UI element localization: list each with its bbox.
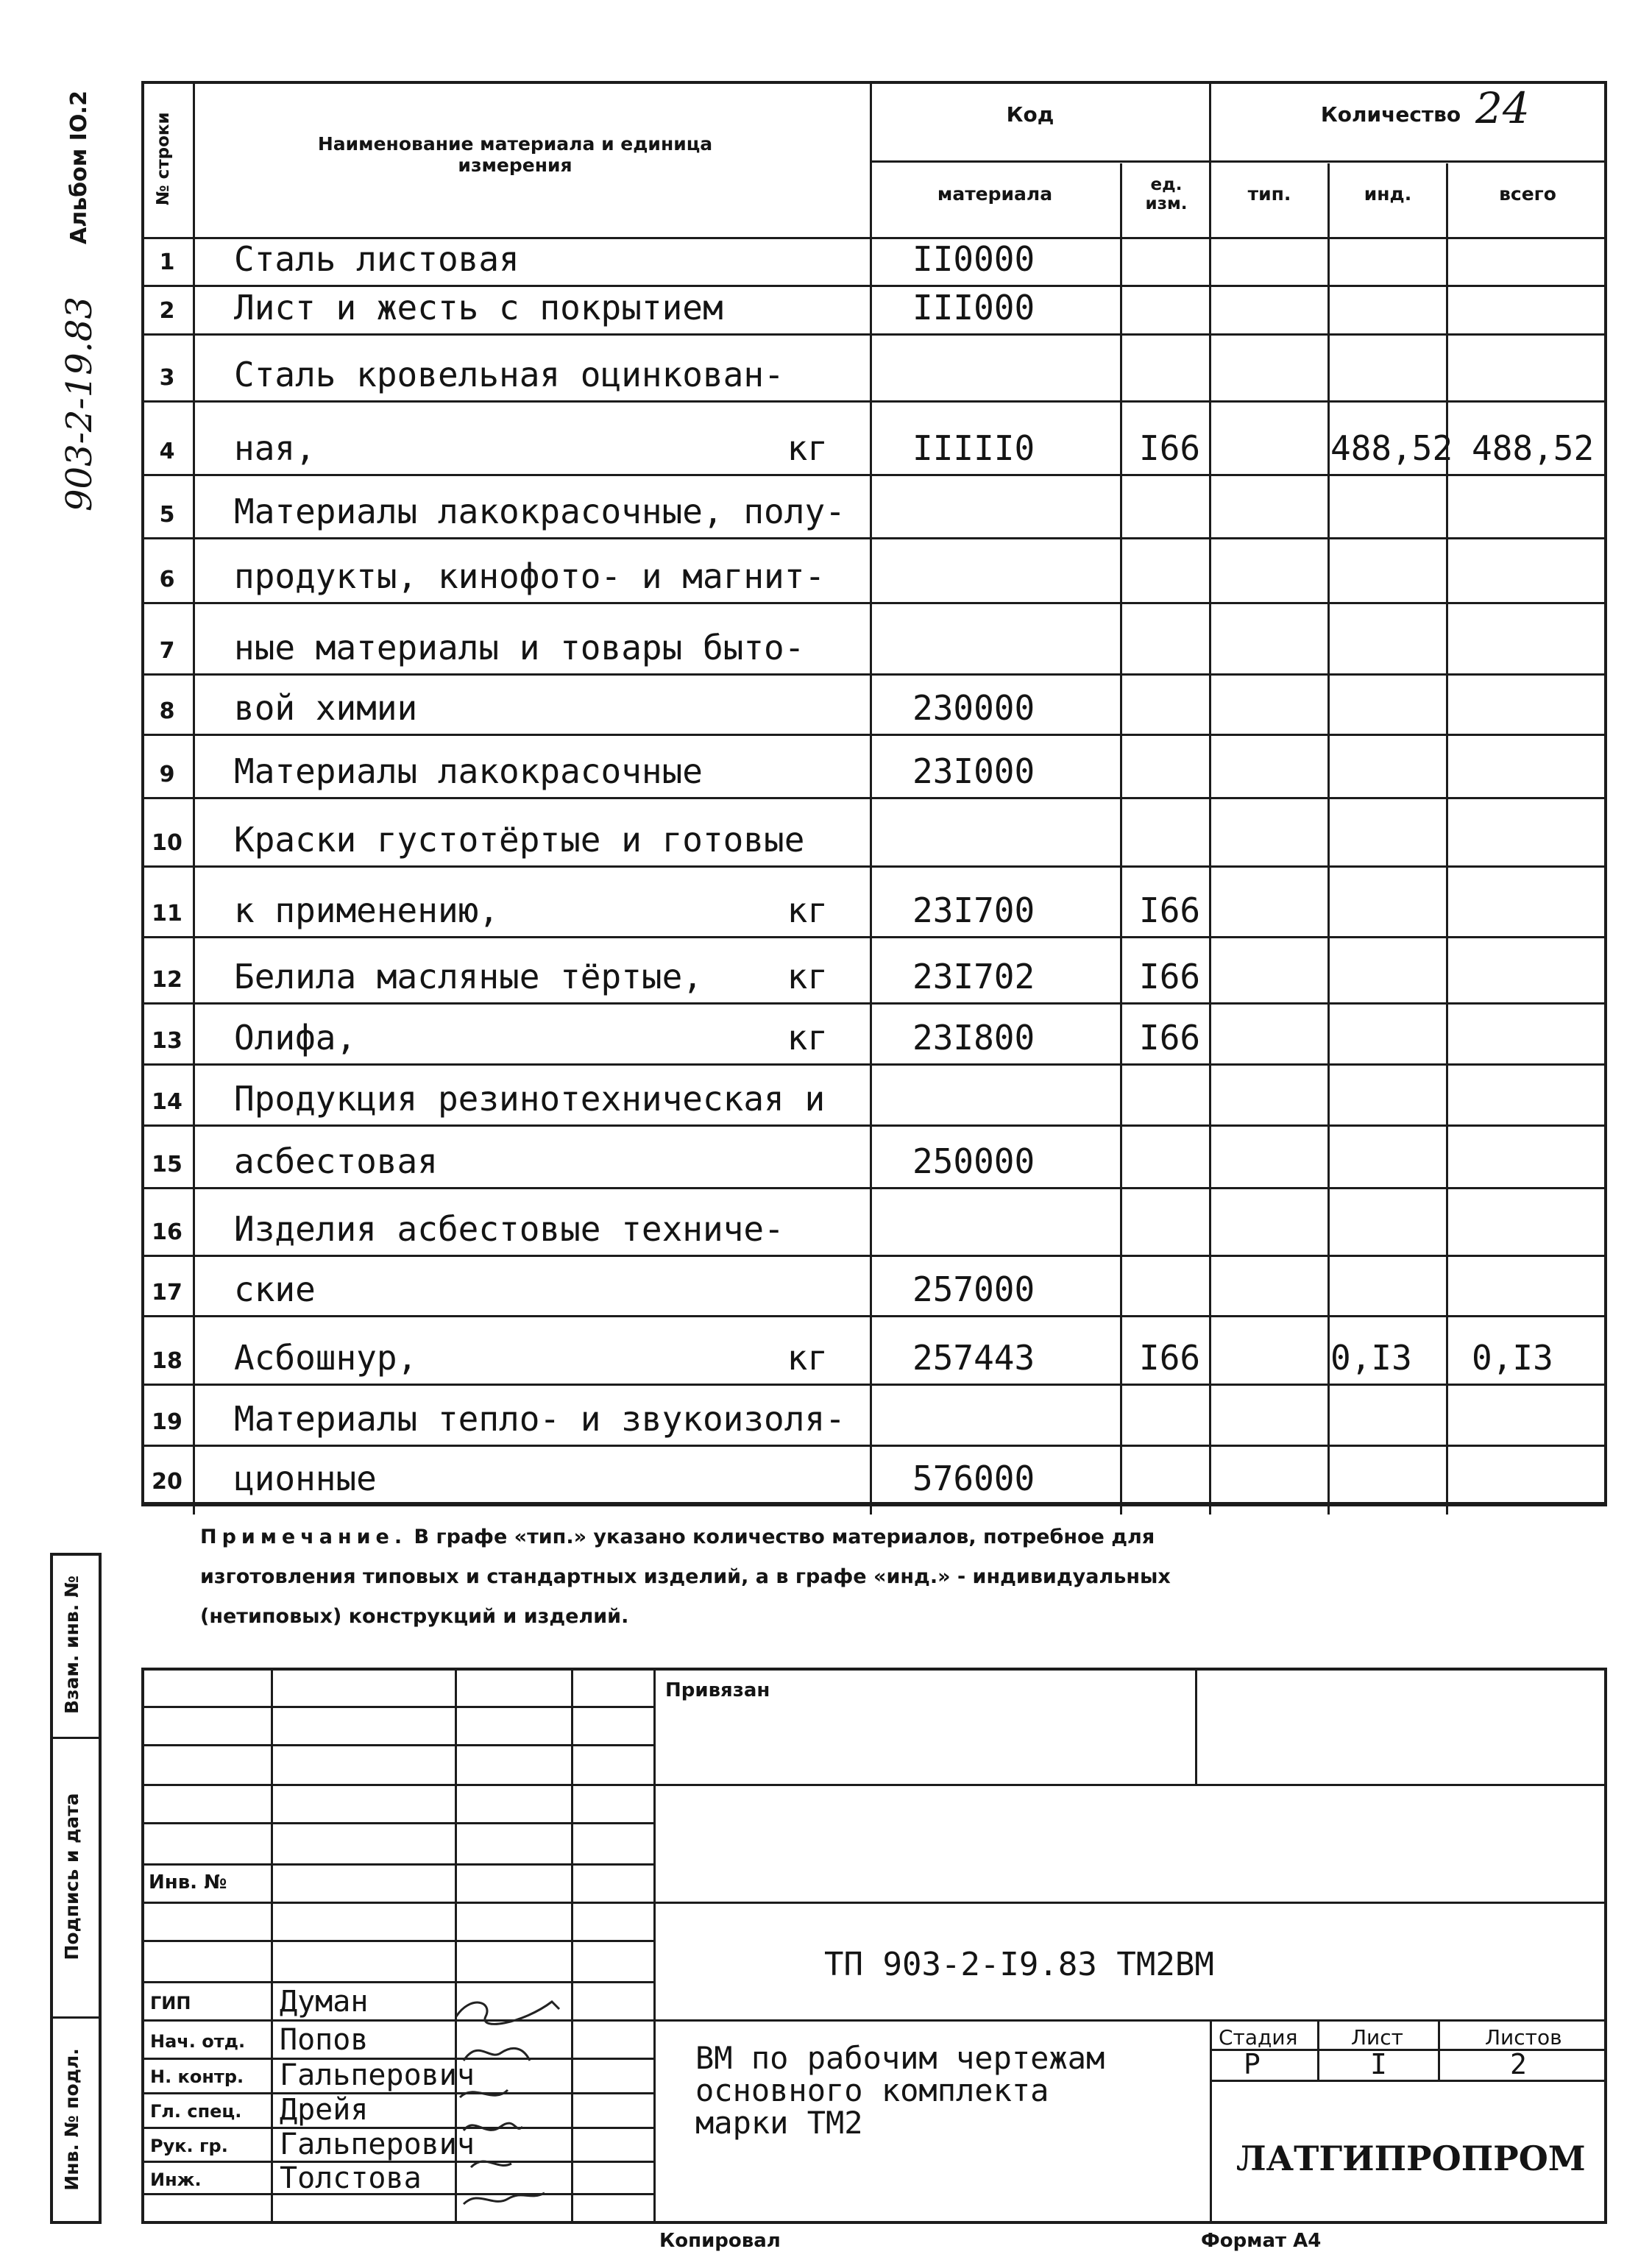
row-material-code: 257000 <box>912 1269 1035 1309</box>
row-number: 12 <box>152 967 182 993</box>
row-material-code: 23I000 <box>912 751 1035 791</box>
header-code <box>957 103 1104 127</box>
row-number: 10 <box>152 830 182 856</box>
stamp-divider <box>141 1822 653 1824</box>
header-material-name-text: Наименование материала и единица измерения <box>317 133 713 176</box>
stamp-divider <box>141 1744 653 1746</box>
role-person-name: Дрейя <box>280 2093 369 2127</box>
role-title: Н. контр. <box>150 2066 244 2087</box>
stamp-divider <box>1210 2080 1607 2082</box>
sheet-label-text: Лист <box>1351 2025 1403 2050</box>
stage-value <box>1244 2050 1261 2078</box>
project-code-text: 903-2-19.83 <box>59 296 100 511</box>
role-title: ГИП <box>150 1993 191 2013</box>
stamp-divider <box>141 1784 1607 1786</box>
document-title-line: основного комплекта <box>695 2072 1049 2108</box>
row-material-name: асбестовая <box>234 1141 438 1181</box>
signature-scribble <box>460 2090 508 2097</box>
row-material-name: Сталь листовая <box>234 239 520 279</box>
stage-label-text: Стадия <box>1219 2025 1298 2050</box>
row-material-code: 257443 <box>912 1338 1035 1378</box>
stamp-divider <box>141 1940 653 1942</box>
row-unit-code: I66 <box>1139 1338 1201 1378</box>
privyazan-text: Привязан <box>665 1679 770 1701</box>
role-person-name: Думан <box>280 1985 369 2019</box>
sheets-label <box>1485 2025 1562 2050</box>
row-unit: кг <box>787 957 828 996</box>
table-row-line <box>141 1315 1607 1317</box>
row-qty-total: 0,I3 <box>1472 1338 1553 1378</box>
row-material-name: ные материалы и товары быто- <box>234 628 805 667</box>
row-number: 18 <box>152 1348 182 1374</box>
row-number: 3 <box>159 365 175 391</box>
row-number: 6 <box>159 567 175 592</box>
header-quantity-handwritten <box>1475 83 1530 133</box>
table-row-line <box>141 1187 1607 1189</box>
row-unit: кг <box>787 1338 828 1378</box>
note-line-1 <box>200 1517 1451 1557</box>
row-material-name: ционные <box>234 1459 377 1498</box>
row-number: 14 <box>152 1089 182 1115</box>
row-unit-code: I66 <box>1139 957 1201 996</box>
stage-value-text: Р <box>1244 2048 1261 2080</box>
privyazan-label <box>665 1679 770 1701</box>
row-number: 20 <box>152 1469 182 1495</box>
header-ind <box>1330 184 1446 205</box>
row-qty-ind: 0,I3 <box>1330 1338 1412 1378</box>
organization-name-text: ЛАТГИПРОПРОМ <box>1236 2139 1586 2178</box>
footer-copied-text: Копировал <box>659 2230 781 2252</box>
row-number: 5 <box>159 502 175 528</box>
sheet-value-text: I <box>1370 2048 1387 2080</box>
footer-format-text: Формат А4 <box>1201 2230 1322 2252</box>
role-title: Инж. <box>150 2169 202 2190</box>
header-quantity <box>1310 103 1472 127</box>
stamp-divider <box>141 2019 1607 2022</box>
role-title: Рук. гр. <box>150 2136 228 2156</box>
document-code <box>824 1946 1214 1983</box>
header-typ <box>1211 184 1327 205</box>
row-number: 2 <box>159 298 175 324</box>
header-material-code <box>870 184 1120 205</box>
table-row-line <box>141 1384 1607 1386</box>
role-person-name: Гальперович <box>280 2058 475 2092</box>
stamp-divider <box>271 1668 273 2224</box>
album-label <box>66 91 96 244</box>
table-row-line <box>141 734 1607 736</box>
sheets-value-text: 2 <box>1510 2048 1527 2080</box>
row-number: 15 <box>152 1152 182 1177</box>
row-number: 1 <box>159 249 175 275</box>
note-text-2: изготовления типовых и стандартных изделий, а в графе «инд.» - индивидуальных <box>200 1565 1171 1588</box>
margin-divider <box>50 2016 102 2019</box>
table-row-line <box>141 936 1607 938</box>
signature-scribble <box>456 2002 559 2024</box>
note-text-1: В графе «тип.» указано количество материалов, потребное для <box>414 1526 1155 1548</box>
row-material-name: вой химии <box>234 688 418 728</box>
note-top-line <box>141 1504 1607 1506</box>
row-number: 17 <box>152 1280 182 1306</box>
table-row-line <box>141 797 1607 799</box>
row-unit-code: I66 <box>1139 428 1201 468</box>
signature-scribble <box>471 2161 511 2167</box>
row-material-code: 576000 <box>912 1459 1035 1498</box>
role-title: Гл. спец. <box>150 2101 242 2122</box>
header-row-no-text: № строки <box>154 112 173 205</box>
signature-scribble <box>464 2123 522 2130</box>
note-block <box>200 1517 1451 1637</box>
row-unit: кг <box>787 1018 828 1058</box>
row-unit: кг <box>787 890 828 930</box>
footer-copied <box>659 2230 781 2252</box>
table-row-line <box>141 1445 1607 1447</box>
document-title <box>695 2042 1105 2139</box>
role-person-name: Толстова <box>280 2161 422 2195</box>
row-material-code: II0000 <box>912 239 1035 279</box>
inv-podl-text: Инв. № подл. <box>61 2048 82 2191</box>
sheets-value <box>1510 2050 1527 2078</box>
table-row-line <box>141 1124 1607 1127</box>
inv-no-text: Инв. № <box>149 1871 227 1894</box>
document-title-line: марки ТМ2 <box>695 2105 863 2141</box>
row-material-name: Материалы лакокрасочные, полу- <box>234 492 846 531</box>
podpis-label <box>61 1755 91 1998</box>
row-number: 19 <box>152 1409 182 1435</box>
stamp-divider <box>141 1863 653 1866</box>
header-quantity-text: Количество <box>1320 102 1461 127</box>
table-row-line <box>141 865 1607 868</box>
row-material-name: Сталь кровельная оцинкован- <box>234 355 784 394</box>
row-material-name: Асбошнур, <box>234 1338 418 1378</box>
stamp-divider <box>1195 1668 1197 1785</box>
row-material-name: ские <box>234 1269 316 1309</box>
table-row-line <box>141 602 1607 604</box>
row-material-code: III000 <box>912 288 1035 327</box>
row-material-name: Изделия асбестовые техниче- <box>234 1209 784 1249</box>
stamp-divider <box>653 1668 656 2224</box>
stamp-divider <box>141 1902 1607 1904</box>
header-unit-code <box>1133 175 1199 214</box>
header-total <box>1448 184 1607 205</box>
row-material-name: Материалы тепло- и звукоизоля- <box>234 1399 846 1439</box>
podpis-text: Подпись и дата <box>61 1793 82 1960</box>
stamp-divider <box>141 1706 653 1708</box>
signature-scribble <box>464 2048 530 2061</box>
row-number: 4 <box>159 439 175 464</box>
row-material-code: 230000 <box>912 688 1035 728</box>
table-row-line <box>141 1255 1607 1257</box>
header-code-text: Код <box>1006 102 1054 127</box>
header-divider <box>1120 163 1122 1515</box>
project-code-handwritten <box>59 298 103 511</box>
row-unit-code: I66 <box>1139 1018 1201 1058</box>
role-title: Нач. отд. <box>150 2031 246 2052</box>
row-number: 7 <box>159 638 175 664</box>
row-material-code: 23I800 <box>912 1018 1035 1058</box>
table-row-line <box>141 1063 1607 1066</box>
header-material-name <box>309 134 721 177</box>
table-row-line <box>141 285 1607 287</box>
row-material-name: Олифа, <box>234 1018 357 1058</box>
signatures <box>442 1980 589 2230</box>
row-material-name: продукты, кинофото- и магнит- <box>234 556 826 596</box>
table-row-line <box>141 400 1607 403</box>
row-material-code: IIIII0 <box>912 428 1035 468</box>
header-divider <box>1446 163 1448 1515</box>
footer-format <box>1201 2230 1321 2252</box>
role-person-name: Гальперович <box>280 2128 475 2161</box>
sheets-label-text: Листов <box>1485 2025 1562 2050</box>
row-material-name: Материалы лакокрасочные <box>234 751 703 791</box>
table-row-line <box>141 673 1607 676</box>
header-ind-text: инд. <box>1364 183 1412 205</box>
row-material-name: ная, <box>234 428 316 468</box>
sheet-label <box>1351 2025 1403 2050</box>
signature-scribble <box>464 2193 545 2204</box>
header-material-code-text: материала <box>937 183 1053 205</box>
vzam-label <box>61 1556 91 1733</box>
header-divider <box>1327 163 1330 1515</box>
document-title-line: ВМ по рабочим чертежам <box>695 2040 1105 2076</box>
row-number: 13 <box>152 1028 182 1054</box>
row-number: 9 <box>159 762 175 787</box>
row-material-name: Лист и жесть с покрытием <box>234 288 723 327</box>
row-material-code: 23I700 <box>912 890 1035 930</box>
table-row-line <box>141 333 1607 336</box>
row-qty-ind: 488,52 <box>1330 428 1453 468</box>
header-total-text: всего <box>1499 183 1556 205</box>
row-number: 11 <box>152 901 182 927</box>
row-number: 8 <box>159 698 175 724</box>
vzam-text: Взам. инв. № <box>61 1576 82 1714</box>
row-material-name: Белила масляные тёртые, <box>234 957 703 996</box>
row-material-name: к применению, <box>234 890 500 930</box>
row-unit: кг <box>787 428 828 468</box>
table-row-line <box>141 474 1607 476</box>
margin-divider <box>50 1737 102 1739</box>
row-material-name: Продукция резинотехническая и <box>234 1079 826 1119</box>
row-unit-code: I66 <box>1139 890 1201 930</box>
header-typ-text: тип. <box>1247 183 1291 205</box>
table-row-line <box>141 537 1607 539</box>
row-number: 16 <box>152 1219 182 1245</box>
album-label-text: Альбом IO.2 <box>66 91 92 244</box>
header-divider <box>870 160 1607 163</box>
document-code-text: ТП 903-2-I9.83 ТМ2ВМ <box>824 1946 1214 1983</box>
row-material-code: 250000 <box>912 1141 1035 1181</box>
stage-label <box>1219 2025 1297 2050</box>
role-person-name: Попов <box>280 2023 369 2057</box>
sheet-value <box>1370 2050 1387 2078</box>
row-qty-total: 488,52 <box>1472 428 1595 468</box>
table-row-line <box>141 1002 1607 1005</box>
organization-name <box>1236 2139 1586 2178</box>
header-row-no <box>154 112 180 205</box>
handwritten-24-text: 24 <box>1475 83 1530 133</box>
row-material-name: Краски густотёртые и готовые <box>234 820 805 860</box>
note-label: Примечание. <box>200 1526 408 1548</box>
note-text-3: (нетиповых) конструкций и изделий. <box>200 1605 629 1628</box>
header-unit-code-text: ед. изм. <box>1145 175 1188 214</box>
inv-podl-label <box>61 2031 91 2208</box>
inv-no-label <box>149 1871 227 1894</box>
row-material-code: 23I702 <box>912 957 1035 996</box>
